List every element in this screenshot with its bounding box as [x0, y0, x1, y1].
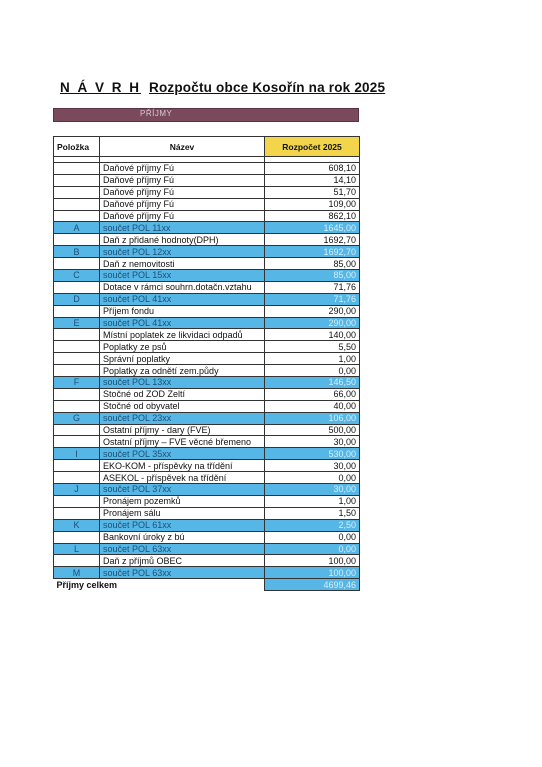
- table-row: [54, 281, 360, 293]
- cell-value: 1645,00: [265, 222, 360, 234]
- cell-name: ASEKOL - příspěvek na třídění: [100, 472, 265, 484]
- cell-code: [54, 424, 100, 436]
- budget-table: [53, 136, 360, 591]
- cell-value: 0,00: [265, 531, 360, 543]
- cell-code: [54, 198, 100, 210]
- table-row: [54, 460, 360, 472]
- cell-name: součet POL 35xx: [100, 448, 265, 460]
- table-row: [54, 472, 360, 484]
- cell-code: [54, 555, 100, 567]
- cell-name: Poplatky za odnětí zem.půdy: [100, 365, 265, 377]
- cell-code: C: [54, 270, 100, 282]
- cell-name: součet POL 37xx: [100, 484, 265, 496]
- cell-name: Stočné od ZOD Zeltí: [100, 388, 265, 400]
- cell-value: 608,10: [265, 163, 360, 175]
- cell-value: 500,00: [265, 424, 360, 436]
- cell-value: 1,00: [265, 495, 360, 507]
- cell-code: [54, 460, 100, 472]
- cell-value: 14,10: [265, 174, 360, 186]
- cell-value: 1,00: [265, 353, 360, 365]
- cell-name: součet POL 61xx: [100, 519, 265, 531]
- cell-value: 51,70: [265, 186, 360, 198]
- cell-name: Daňové příjmy Fú: [100, 186, 265, 198]
- table-row: [54, 210, 360, 222]
- cell-name: Dotace v rámci souhrn.dotačn.vztahu: [100, 281, 265, 293]
- cell-code: K: [54, 519, 100, 531]
- cell-name: součet POL 12xx: [100, 246, 265, 258]
- cell-value: 30,00: [265, 460, 360, 472]
- table-row-subtotal: [54, 484, 360, 496]
- table-row: [54, 198, 360, 210]
- cell-code: [54, 174, 100, 186]
- cell-code: [54, 472, 100, 484]
- table-row-subtotal: [54, 543, 360, 555]
- cell-code: E: [54, 317, 100, 329]
- title-main: Rozpočtu obce Kosořín na rok 2025: [149, 80, 386, 95]
- cell-value: 0,00: [265, 543, 360, 555]
- cell-value: 1692,70: [265, 246, 360, 258]
- cell-code: [54, 258, 100, 270]
- table-row: [54, 234, 360, 246]
- table-row: [54, 555, 360, 567]
- table-row: [54, 174, 360, 186]
- cell-code: L: [54, 543, 100, 555]
- table-row: [54, 436, 360, 448]
- cell-value: 530,00: [265, 448, 360, 460]
- cell-name: součet POL 11xx: [100, 222, 265, 234]
- table-row-subtotal: [54, 377, 360, 389]
- cell-code: [54, 388, 100, 400]
- cell-name: součet POL 23xx: [100, 412, 265, 424]
- cell-value: 2,50: [265, 519, 360, 531]
- cell-value: 0,00: [265, 472, 360, 484]
- table-header-row: [54, 137, 360, 157]
- cell-name: Pronájem sálu: [100, 507, 265, 519]
- cell-value: 0,00: [265, 365, 360, 377]
- table-row-subtotal: [54, 317, 360, 329]
- cell-name: Příjem fondu: [100, 305, 265, 317]
- cell-code: D: [54, 293, 100, 305]
- cell-code: [54, 281, 100, 293]
- cell-code: [54, 234, 100, 246]
- cell-value: 1692,70: [265, 234, 360, 246]
- document-title: [60, 80, 385, 95]
- table-row: [54, 365, 360, 377]
- table-row: [54, 163, 360, 175]
- cell-name: součet POL 63xx: [100, 567, 265, 579]
- section-band-label: PŘÍJMY: [140, 109, 173, 118]
- cell-name: Bankovní úroky z bú: [100, 531, 265, 543]
- section-band: [53, 108, 359, 122]
- cell-code: [54, 341, 100, 353]
- cell-code: [54, 186, 100, 198]
- cell-code: [54, 400, 100, 412]
- cell-value: 4699,46: [265, 579, 360, 591]
- cell-value: 100,00: [265, 555, 360, 567]
- header-polozka: Položka: [54, 137, 100, 157]
- cell-name: Daň z příjmů OBEC: [100, 555, 265, 567]
- cell-value: 66,00: [265, 388, 360, 400]
- cell-name: Pronájem pozemků: [100, 495, 265, 507]
- cell-value: 85,00: [265, 270, 360, 282]
- table-row: [54, 305, 360, 317]
- cell-value: 146,50: [265, 377, 360, 389]
- cell-code: [54, 365, 100, 377]
- cell-code: J: [54, 484, 100, 496]
- cell-name: součet POL 41xx: [100, 293, 265, 305]
- cell-code: [54, 163, 100, 175]
- cell-value: 290,00: [265, 317, 360, 329]
- table-row: [54, 507, 360, 519]
- cell-code: M: [54, 567, 100, 579]
- table-row: [54, 531, 360, 543]
- cell-value: 71,76: [265, 293, 360, 305]
- cell-name: Ostatní příjmy - dary (FVE): [100, 424, 265, 436]
- table-row: [54, 258, 360, 270]
- cell-name: součet POL 13xx: [100, 377, 265, 389]
- cell-code: B: [54, 246, 100, 258]
- table-row-subtotal: [54, 567, 360, 579]
- cell-code: I: [54, 448, 100, 460]
- cell-value: 862,10: [265, 210, 360, 222]
- table-row-subtotal: [54, 222, 360, 234]
- table-row: [54, 341, 360, 353]
- cell-code: A: [54, 222, 100, 234]
- cell-value: 30,00: [265, 484, 360, 496]
- cell-value: 140,00: [265, 329, 360, 341]
- table-row: [54, 186, 360, 198]
- cell-code: [54, 507, 100, 519]
- cell-value: 40,00: [265, 400, 360, 412]
- cell-name: součet POL 15xx: [100, 270, 265, 282]
- cell-value: 30,00: [265, 436, 360, 448]
- table-row: [54, 400, 360, 412]
- cell-value: 85,00: [265, 258, 360, 270]
- table-row-subtotal: [54, 270, 360, 282]
- cell-value: 100,00: [265, 567, 360, 579]
- table-row-subtotal: [54, 448, 360, 460]
- cell-name: Daň z nemovitosti: [100, 258, 265, 270]
- cell-name: součet POL 63xx: [100, 543, 265, 555]
- table-row-subtotal: [54, 246, 360, 258]
- cell-code: [54, 210, 100, 222]
- cell-name: EKO-KOM - příspěvky na třídění: [100, 460, 265, 472]
- table-row: [54, 495, 360, 507]
- cell-value: 1,50: [265, 507, 360, 519]
- cell-total-label: Příjmy celkem: [54, 579, 265, 591]
- table-row-subtotal: [54, 293, 360, 305]
- header-nazev: Název: [100, 137, 265, 157]
- cell-name: Daň z přidané hodnoty(DPH): [100, 234, 265, 246]
- cell-name: Stočné od obyvatel: [100, 400, 265, 412]
- cell-name: Daňové příjmy Fú: [100, 163, 265, 175]
- table-row: [54, 424, 360, 436]
- cell-code: F: [54, 377, 100, 389]
- cell-name: Daňové příjmy Fú: [100, 210, 265, 222]
- table-row-subtotal: [54, 519, 360, 531]
- table-row: [54, 353, 360, 365]
- table-row: [54, 388, 360, 400]
- cell-code: G: [54, 412, 100, 424]
- title-prefix: N Á V R H: [60, 80, 142, 95]
- cell-value: 109,00: [265, 198, 360, 210]
- cell-name: Daňové příjmy Fú: [100, 174, 265, 186]
- table-row: [54, 329, 360, 341]
- cell-value: 106,00: [265, 412, 360, 424]
- cell-name: Místní poplatek ze likvidaci odpadů: [100, 329, 265, 341]
- cell-value: 5,50: [265, 341, 360, 353]
- cell-name: Správní poplatky: [100, 353, 265, 365]
- cell-code: [54, 495, 100, 507]
- cell-code: [54, 531, 100, 543]
- table-row-subtotal: [54, 412, 360, 424]
- table-body: [54, 157, 360, 591]
- cell-code: [54, 305, 100, 317]
- cell-name: Daňové příjmy Fú: [100, 198, 265, 210]
- table-row-total: [54, 579, 360, 591]
- cell-name: Ostatní příjmy – FVE věcné břemeno: [100, 436, 265, 448]
- cell-value: 71,76: [265, 281, 360, 293]
- header-rozpocet: Rozpočet 2025: [265, 137, 360, 157]
- cell-name: součet POL 41xx: [100, 317, 265, 329]
- cell-value: 290,00: [265, 305, 360, 317]
- cell-name: Poplatky ze psů: [100, 341, 265, 353]
- cell-code: [54, 353, 100, 365]
- cell-code: [54, 329, 100, 341]
- cell-code: [54, 436, 100, 448]
